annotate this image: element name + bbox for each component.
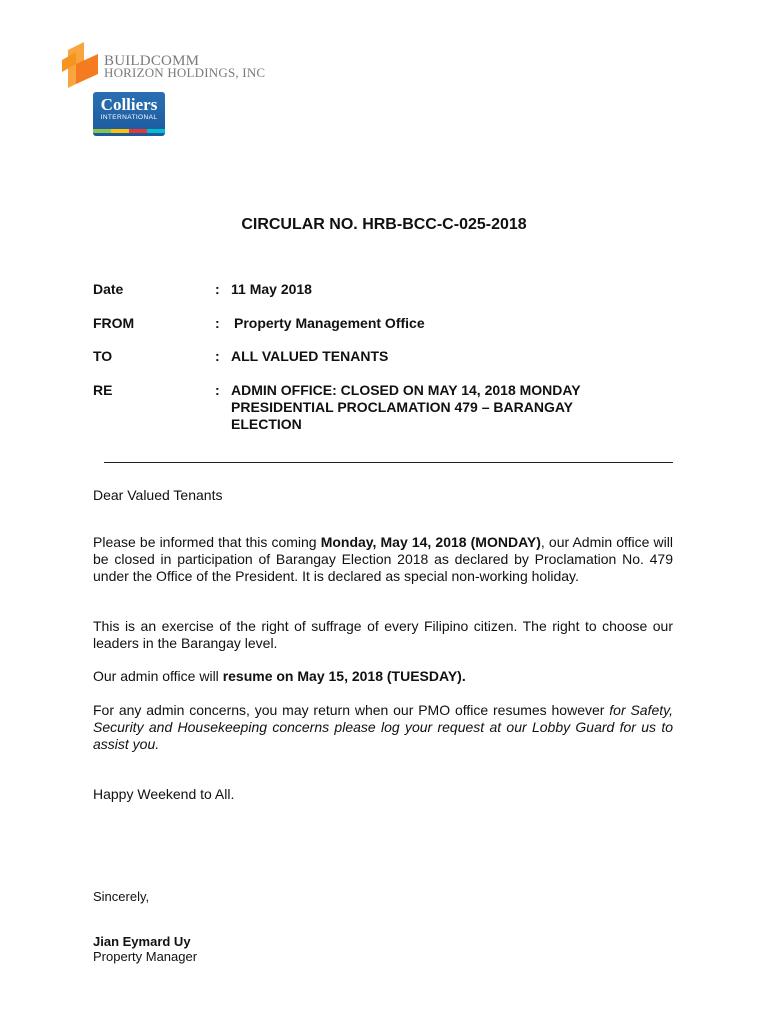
re-value-line2: PRESIDENTIAL PROCLAMATION 479 – BARANGAY <box>231 399 574 415</box>
salutation: Dear Valued Tenants <box>93 487 223 503</box>
company-name <box>104 55 265 79</box>
re-value <box>231 382 631 433</box>
signatory-name: Jian Eymard Uy <box>93 934 191 949</box>
paragraph-suffrage: This is an exercise of the right of suffrage of every Filipino citizen. The right to choose our leaders in the Barangay level. <box>93 618 673 651</box>
closing-sincerely: Sincerely, <box>93 889 150 904</box>
to-value: ALL VALUED TENANTS <box>231 348 389 364</box>
date-colon: : <box>215 281 220 297</box>
colliers-logo <box>93 92 165 136</box>
p3-pre: Our admin office will <box>93 668 223 684</box>
colliers-logo-stripe <box>93 129 165 133</box>
to-label: TO <box>93 348 113 364</box>
company-name-line2: HORIZON HOLDINGS, INC <box>104 65 266 80</box>
re-value-line1: ADMIN OFFICE: CLOSED ON MAY 14, 2018 MONDAY <box>231 382 581 398</box>
to-colon: : <box>215 348 220 364</box>
signatory-title: Property Manager <box>93 949 198 964</box>
date-label: Date <box>93 281 124 297</box>
company-name-line1: BUILDCOMM <box>104 53 200 69</box>
p1-bold: Monday, May 14, 2018 (MONDAY) <box>320 534 541 550</box>
p4-pre: For any admin concerns, you may return when our PMO office resumes however <box>93 702 610 718</box>
colliers-logo-name: Colliers <box>100 95 158 114</box>
p4-italic: for Safety, Security and Housekeeping concerns please log your request at our Lobby Guard for us to assist you. <box>93 702 673 752</box>
p1-pre: Please be informed that this coming <box>93 534 321 550</box>
paragraph-resume <box>93 668 673 685</box>
from-value: Property Management Office <box>234 315 425 331</box>
re-label: RE <box>93 382 113 398</box>
from-label: FROM <box>93 315 135 331</box>
paragraph-closure-notice <box>93 534 673 585</box>
p3-bold: resume on May 15, 2018 (TUESDAY). <box>222 668 466 684</box>
circular-title: CIRCULAR NO. HRB-BCC-C-025-2018 <box>241 216 527 233</box>
re-colon: : <box>215 382 220 398</box>
header-divider <box>104 462 673 463</box>
paragraph-concerns <box>93 702 673 753</box>
buildcomm-logo-icon <box>62 42 102 92</box>
paragraph-weekend: Happy Weekend to All. <box>93 786 235 802</box>
re-value-line3: ELECTION <box>231 416 302 432</box>
p1-post: , our Admin office will be closed in participation of Barangay Election 2018 as declared by Proclamation No. 479 under the Office of the President. It is declared as special non-working holiday. <box>93 534 673 584</box>
date-value: 11 May 2018 <box>231 281 312 297</box>
colliers-logo-sub: INTERNATIONAL <box>100 114 158 121</box>
from-colon: : <box>215 315 220 331</box>
